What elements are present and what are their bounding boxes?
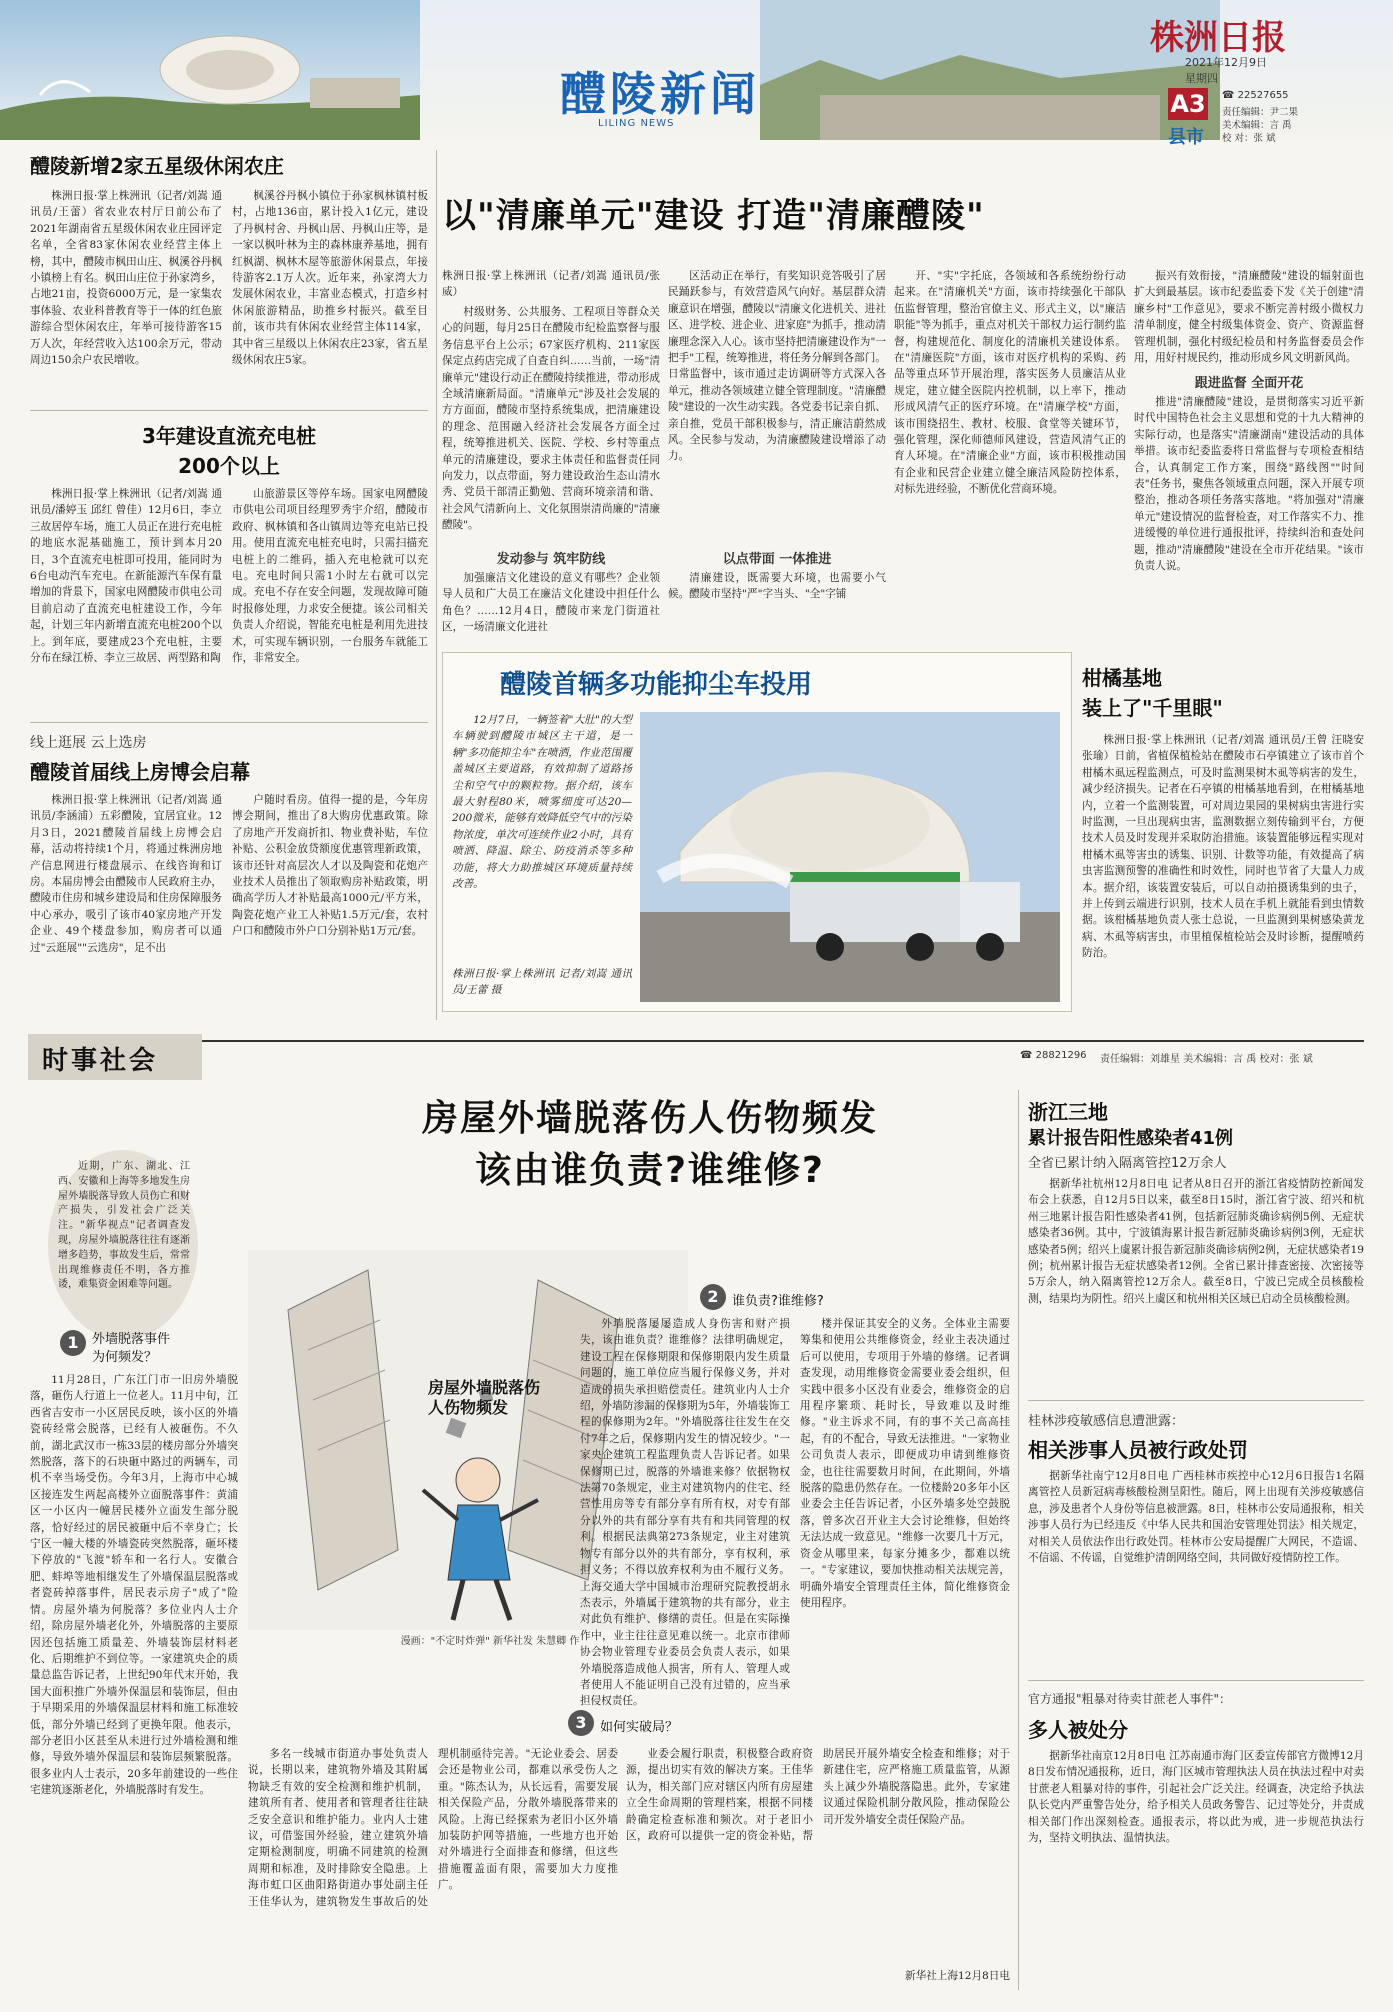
lead-headline: 以"清廉单元"建设 打造"清廉醴陵" [442,196,985,236]
page-code: A3 [1168,88,1208,120]
charging-column-2: 山旅游景区等停车场。国家电网醴陵市供电公司项目经理罗秀宇介绍，醴陵市政府、枫林镇和各山镇周边等充电站已投用。使用直流充电桩充电时，只需扫描充电桩上的二维码，插入充电枪就可以充电。充电时间只需1小时左右就可以完成。充电不存在安全问题，发现故障可随时报修处理，力求安全便捷。该公司相关负责人介绍说，智能充电桩是利用先进技术，可实现车辆识别，一台服务车就能工作，非常安全。 [232,488,428,665]
zhejiang-headline-line2: 累计报告阳性感染者41例 [1028,1128,1234,1149]
section-3-body-b: 业委会履行职责，积极整合政府资源，提出切实有效的解决方案。王佳华认为，相关部门应对辖区内所有房屋建立全生命周期的管理档案，根据不同楼龄确定检查标准和频次。对于老旧小区，政府可以提供一定的资金补贴，帮助居民开展外墙安全检查和维修；对于新建住宅，应严格施工质量监管，从源头上减少外墙脱落隐患。此外，专家建议通过保险机制分散风险，推动保险公司开发外墙安全责任保险产品。 [626,1748,1010,1843]
phone-icon: ☎ [1222,90,1238,101]
social-headline-line2: 该由谁负责?谁维修? [475,1150,825,1191]
section-1-heading-b: 为何频发？ [92,1350,158,1365]
elder-body: 据新华社南京12月8日电 江苏南通市海门区委宣传部官方微博12月8日发布情况通报称，近日，海门区城市管理执法人员在执法过程中对卖甘蔗老人粗暴对待的事件，引起社会广泛关注。经调查，决定给予执法队长党内严重警告处分，给予相关人员政务警告、记过等处分，并责成相关部门作出深刻检查。通报表示，将以此为戒，进一步规范执法行为，坚持文明执法、温情执法。 [1028,1750,1364,1845]
section-3-heading: 如何实破局？ [600,1720,679,1735]
section-2-body-b: 楼并保证其安全的义务。全体业主需要筹集和使用公共维修资金，经业主表决通过后可以使用，专项用于外墙的修缮。记者调查发现，动用维修资金需要业委会组织，但实践中很多小区没有业委会，维修资金的启用程序繁琐、耗时长，导致难以及时维修。"业主诉求不同，有的事不关己高高挂起，有的不配合，导致无法推进。"一家物业公司负责人表示，即便成功申请到维修资金，也往往需要数月时间，在此期间，外墙脱落的隐患仍然存在。一位楼龄20多年小区业委会主任告诉记者，小区外墙多处空鼓脱落，曾多次召开业主大会讨论维修，但始终无法达成一致意见。"维修一次要几十万元，资金从哪里来，每家分摊多少，都难以统一。"专家建议，要加快推动相关法规完善，明确外墙安全管理责任主体，简化维修资金使用程序。 [800,1318,1010,1609]
zhejiang-subtitle: 全省已累计纳入隔离管控12万余人 [1028,1156,1227,1171]
masthead-architecture-image [0,0,420,140]
issue-weekday: 星期四 [1185,72,1218,85]
lead-column-2: 区活动正在举行，有奖知识竞答吸引了居民踊跃参与，有效营造风气向好。基层群众清廉意识在增强，醴陵以"清廉文化进机关、进社区、进学校、进企业、进家庭"为抓手，推动清廉理念深入人心。该市坚持把清廉建设作为"一把手"工程，统筹推进，将任务分解到各部门。日常监督中，该市通过走访调研等方式深入各单元，推动各领域建立健全管理制度。"清廉醴陵"建设的一次生动实践。各党委书记亲自抓、亲自推，党员干部积极参与，清正廉洁蔚然成风。全民参与发动，为清廉醴陵建设增添了动力。 [668,270,886,463]
social-editors: 责任编辑：刘雄星 美术编辑：言 禹 校对：张 斌 [1100,1054,1313,1065]
editor-line: 责任编辑：尹二果 [1222,107,1299,118]
elder-headline: 多人被处分 [1028,1718,1128,1742]
guilin-headline: 相关涉事人员被行政处罚 [1028,1438,1248,1462]
zhejiang-body: 据新华社杭州12月8日电 记者从8日召开的浙江省疫情防控新闻发布会上获悉，自12月5日以来，截至8日15时，浙江省宁波、绍兴和杭州三地累计报告阳性感染者41例，包括新冠肺炎确诊病例5例、无症状感染者36例。其中，宁波镇海累计报告新冠肺炎确诊病例3例，无症状感染者5例；绍兴上虞累计报告新冠肺炎确诊病例2例，无症状感染者19例；杭州累计报告无症状感染者12例。全省已累计排查密接、次密接等5万余人，纳入隔离管控12万余人。截至8日，宁波已完成全员核酸检测，结果均为阴性。绍兴上虞区和杭州相关区域已启动全员核酸检测。 [1028,1178,1364,1305]
paper-name: 株洲日报 [1150,18,1286,58]
citrus-headline-line1: 柑橘基地 [1082,666,1162,690]
lead-column-1: 村级财务、公共服务、工程项目等群众关心的问题，每月25日在醴陵市纪检监察督与服务信息平台上公示；67家医疗机构、211家医保定点药店完成了自查自纠……当前，一场"清廉单元"建设行动正在醴陵持续推进，带动形成全域清廉新局面。"清廉单元"涉及社会发展的方方面面，醴陵市坚持系统集成，把清廉建设的理念、范围融入经济社会发展各方面全过程，统筹推进机关、医院、学校、乡村等重点单元的清廉建设，要求主体责任和监督责任同向发力，以点带面，努力建设政治生态山清水秀、党员干部清正勤勉、营商环境亲清和谐、社会风气清新向上、文化氛围崇清尚廉的"清廉醴陵"。 [442,306,660,532]
section-1-heading-a: 外墙脱落事件 [92,1332,171,1347]
charging-column-1: 株洲日报·掌上株洲讯（记者/刘嵩 通讯员/潘婷玉 邱红 曾佳）12月6日，李立三故居停车场，施工人员正在进行充电桩的地底水泥基础施工，预计到本月20日，3个直流充电桩即可投用，能同时为6台电动汽车充电。在新能源汽车保有量增加的背景下，国家电网醴陵市供电公司目前启动了直流充电桩建设工作，今年起，计划三年内新增直流充电桩200个以上。到年底，要建成23个充电桩，主要分布在绿江桥、李立三故居、两型路和陶 [30,488,222,665]
lead-byline: 株洲日报·掌上株洲讯（记者/刘嵩 通讯员/张威） [442,270,660,299]
cartoon-text: 房屋外墙脱落伤人伤物频发 [428,1378,541,1417]
section-name: 县市 [1168,127,1204,148]
zhejiang-headline-line1: 浙江三地 [1028,1100,1108,1124]
masthead-banner [0,0,1393,148]
lead-subhead-4: 跟进监督 全面开花 [1194,376,1304,391]
social-hotline [1020,1050,1087,1061]
editor-line: 校 对：张 斌 [1222,133,1276,144]
lead-column-3: 开、"实"字托底，各领域和各系统纷纷行动起来。在"清廉机关"方面，该市持续强化干部队伍监督管理，整治官僚主义、形式主义，以"廉洁职能"等为抓手，重点对机关干部权力运行制约监督，构建规范化、制度化的清廉机关建设体系。在"清廉医院"方面，该市对医疗机构的采购、药品等重点环节开展治理，落实医务人员廉洁从业规定，建立健全医院内控机制，以上率下，推动形成风清气正的医疗环境。在"清廉学校"方面，该市围绕招生、教材、校服、食堂等关键环节，强化管理，深化师德师风建设，营造风清气正的育人环境。在"清廉企业"方面，该市积极推动国有企业和民营企业建立健全廉洁风险防控体系，对标先进经验，不断优化营商环境。 [894,270,1126,496]
lead-column-2b: 清廉建设，既需要大环境，也需要小气候。醴陵市坚持"严"字当头、"全"字铺 [668,572,886,601]
guilin-kicker: 桂林涉疫敏感信息遭泄露： [1028,1414,1185,1429]
social-dateline: 新华社上海12月8日电 [905,1970,1010,1982]
phone-icon: ☎ [1020,1050,1036,1061]
housefair-column-1: 株洲日报·掌上株洲讯（记者/刘嵩 通讯员/李涵浦）五彩醴陵，宜居宜业。12月3日，2021醴陵首届线上房博会启幕，活动将持续1个月，将通过株洲房地产信息网进行楼盘展示、在线咨询和订房。本届房博会由醴陵市人民政府主办，醴陵市住房和城乡建设局和住房保障服务中心承办，吸引了该市40家房地产开发企业、49个楼盘参加，购房者可以通过"云逛展""云选房"，足不出 [30,794,222,954]
housefair-kicker: 线上逛展 云上选房 [30,735,147,751]
section-number-2: 2 [700,1284,726,1310]
hotline [1222,90,1289,101]
section-subtitle: LILING NEWS [598,118,675,129]
lead-column-1b: 加强廉洁文化建设的意义有哪些？企业领导人员和广大员工在廉洁文化建设中担任什么角色？……12月4日，醴陵市来龙门街道社区，一场清廉文化进社 [442,572,660,634]
citrus-body: 株洲日报·掌上株洲讯（记者/刘嵩 通讯员/王曾 汪晓安 张瑜）日前，省植保植检站在醴陵市石亭镇建立了该市首个柑橘木虱远程监测点，可及时监测果树木虱等病害的发生，减少经济损失。记者在石亭镇的柑橘基地看到，在柑橘基地内，立着一个监测装置，可对周边果园的果树病虫害进行实时监测，一旦出现病虫害，监测数据立刻传输到平台，方便技术人员及时发现并采取防治措施。该装置能够远程实现对柑橘木虱等害虫的诱集、识别、计数等功能，有效提高了病虫害监测预警的准确性和时效性，同时也节省了大量人力成本。据介绍，该装置安装后，可以自动拍摄诱集到的虫子，并上传到云端进行识别，技术人员在手机上就能看到虫情数据。该柑橘基地负责人张士总说，一旦监测到果树感染黄龙病、木虱等病害虫，市里植保植检站会及时诊断，提醒喷药防治。 [1082,734,1364,960]
social-section-title: 时事社会 [42,1046,159,1076]
charging-headline-line1: 3年建设直流充电桩 [142,424,316,448]
social-hotline-number: 28821296 [1035,1050,1087,1061]
farm-headline: 醴陵新增2家五星级休闲农庄 [30,154,284,178]
farm-column-1: 株洲日报·掌上株洲讯（记者/刘嵩 通讯员/王蕾）省农业农村厅日前公布了2021年湖南省五星级休闲农业庄园评定名单，全省83家休闲农业经营主体上榜，其中，醴陵市枫田山庄、枫溪谷丹枫小镇榜上有名。枫田山庄位于孙家湾乡，占地21亩，投资6000万元，是一家集农事体验、农业科普教育等于一体的红色旅游综合型休闲农庄，年举可接待游客15万人次，年经营收入达100余万元，带动周边150余户农民增收。 [30,190,222,367]
farm-column-2: 枫溪谷丹枫小镇位于孙家枫林镇村板村，占地136亩，累计投入1亿元，建设了丹枫村舍、丹枫山居、丹枫山庄等，是一家以枫叶林为主的森林康养基地，拥有红枫湖、枫林木屋等旅游休闲景点，年接待游客2.1万人次。近年来，孙家湾大力发展休闲农业，丰富业态模式，打造乡村休闲旅游精品，助推乡村振兴。截至目前，该市共有休闲农业经营主体114家，其中省三星级以上休闲农庄23家，省五星级休闲农庄5家。 [232,190,428,367]
citrus-headline-line2: 装上了"千里眼" [1082,696,1223,720]
social-headline-line1: 房屋外墙脱落伤人伤物频发 [421,1098,878,1139]
truck-photo [640,712,1060,1002]
charging-headline-line2: 200个以上 [178,454,280,478]
section-2-heading: 谁负责?谁维修? [732,1294,824,1309]
section-number-3: 3 [568,1710,594,1736]
truck-caption: 12月7日，一辆签着"大肚"的大型车辆驶到醴陵市城区主干道，是一辆"多功能抑尘车"在喷洒，作业范围覆盖城区主要道路，有效抑制了道路扬尘和空气中的颗粒物。据介绍，该车最大射程80米，喷雾细度可达20—200微米，能够有效降低空气中的污染物浓度，单次可连续作业2小时，具有喷洒、降温、除尘、防疫消杀等多种功能，将大力助推城区环境质量持续改善。 [452,714,632,891]
housefair-column-2: 户随时看房。值得一提的是，今年房博会期间，推出了8大购房优惠政策。除了房地产开发商折扣、物业费补贴，车位补贴、公积金放贷额度优惠管理新政策，该市还针对高层次人才以及陶瓷和花炮产业技术人员推出了领取购房补贴政策，明确高学历人才补贴最高1000元/平方米，陶瓷花炮产业工人补贴1.5万元/套，农村户口和醴陵市外户口分别补贴1万元/套。 [232,794,428,938]
issue-date: 2021年12月9日 [1185,56,1267,69]
truck-headline: 醴陵首辆多功能抑尘车投用 [500,670,813,700]
section-1-body: 11月28日，广东江门市一旧房外墙脱落，砸伤人行道上一位老人。11月中旬，江西省吉安市一小区居民反映，该小区的外墙瓷砖经常会脱落，已经有人被砸伤。不久前，湖北武汉市一栋33层的楼房部分外墙突然脱落，落下的石块砸中路过的两辆车，司机不幸当场受伤。今年3月，上海市中心城区接连发生两起高楼外立面脱落事件：黄浦区一小区内一幢居民楼外立面发生部分脱落，恰好经过的居民被砸中后不幸身亡；长宁区一幢大楼的外墙瓷砖突然脱落，砸坏楼下停放的"飞渡"轿车和一名行人。安徽合肥、蚌埠等地相继发生了外墙保温层脱落或者瓷砖掉落事件，居民表示房子"成了"险情。房屋外墙为何脱落？多位业内人士介绍，除房屋外墙老化外，外墙脱落的主要原因还包括施工质量差、外墙装饰层材料老化、后期维护不到位等。一家建筑央企的质量总监告诉记者，上世纪90年代末开始，我国大面积推广外墙外保温层和装饰层，但由于早期采用的外墙保温层材料和施工标准较低，部分外墙已经到了更换年限。他表示，部分老旧小区甚至从未进行过外墙检测和维修，导致外墙外保温层和装饰层频繁脱落。很多业内人士表示，20多年前建设的一些住宅建筑逐渐老化，外墙脱落时有发生。 [30,1374,238,1797]
section-3-body-a: 多名一线城市街道办事处负责人说，长期以来，建筑物外墙及其附属物缺乏有效的安全检测和维护机制，建筑所有者、使用者和管理者往往缺乏安全意识和维护能力。业内人士建议，可借鉴国外经验，建立建筑外墙定期检测制度，明确不同建筑的检测周期和标准，及时排除安全隐患。上海市虹口区曲阳路街道办事处副主任王佳华认为，建筑物发生事故后的处理机制亟待完善。"无论业委会、居委会还是物业公司，都难以承受伤人之重。"陈杰认为，从长远看，需要发展相关保险产品，分散外墙脱落带来的风险。上海已经探索为老旧小区外墙加装防护网等措施，一些地方也开始对外墙进行全面排查和修缮，但这些措施覆盖面有限，需要加大力度推广。 [248,1748,618,1908]
editor-line: 美术编辑：言 禹 [1222,120,1292,131]
guilin-body: 据新华社南宁12月8日电 广西桂林市疾控中心12月6日报告1名隔离管控人员新冠病毒核酸检测呈阳性。随后，网上出现有关涉疫敏感信息，涉及患者个人身份等信息被泄露。8日，桂林市公安局通报称，相关涉事人员行为已经违反《中华人民共和国治安管理处罚法》相关规定，对相关人员依法作出行政处罚。桂林市公安局提醒广大网民，不造谣、不信谣、不传谣，自觉维护清朗网络空间，共同做好疫情防控工作。 [1028,1470,1364,1565]
truck-photo-credit: 株洲日报·掌上株洲讯 记者/刘嵩 通讯员/王蕾 摄 [452,968,632,997]
lead-subhead-2: 以点带面 一体推进 [722,552,832,567]
cartoon-caption: 漫画："不定时炸弹" 新华社发 朱慧卿 作 [400,1636,580,1647]
section-number-1: 1 [60,1330,86,1356]
hotline-number: 22527655 [1237,90,1289,101]
housefair-headline: 醴陵首届线上房博会启幕 [30,760,250,784]
lead-column-4: 振兴有效衔接，"清廉醴陵"建设的辐射面也扩大到最基层。该市纪委监委下发《关于创建"清廉乡村"工作意见》，要求不断完善村级小微权力清单制度，健全村级集体资金、资产、资源监督管理机制，强化村级纪检员和村务监督委员会作用，用好村规民约，推动形成乡风文明新风尚。 [1134,270,1364,365]
elder-kicker: 官方通报"粗暴对待卖甘蔗老人事件"： [1028,1692,1232,1706]
lead-column-4b: 推进"清廉醴陵"建设，是贯彻落实习近平新时代中国特色社会主义思想和党的十九大精神的实际行动，也是落实"清廉湖南"建设活动的具体举措。该市纪委监委将日常监督与专项检查相结合，认真制定工作方案，围绕"路线图""时间表"任务书，聚焦各领域重点问题，深入开展专项整治，推动各项任务落实落地。"将加强对"清廉单元"建设情况的监督检查，对工作落实不力、推进缓慢的单位进行通报批评，持续纠治和查处问题，推动"清廉醴陵"建设在全市开花结果。"该市负责人说。 [1134,396,1364,573]
section-2-body-a: 外墙脱落屡屡造成人身伤害和财产损失，该由谁负责？谁维修？法律明确规定，建设工程在保修期限和保修期限内发生质量问题的，施工单位应当履行保修义务，并对造成的损失承担赔偿责任。建筑业内人士介绍，外墙防渗漏的保修期为5年，外墙装饰工程的保修期为2年。"外墙脱落往往发生在交付7年之后，保修期内发生的情况较少。"一家央企建筑工程监理负责人告诉记者。如果保修期已过，脱落的外墙谁来修？依据物权法第70条规定，业主对建筑物内的住宅、经营性用房等专有部分享有所有权，对专有部分以外的共有部分享有共有和共同管理的权利。根据民法典第273条规定，业主对建筑物专有部分以外的共有部分，享有权利，承担义务；不得以放弃权利为由不履行义务。上海交通大学中国城市治理研究院教授胡永杰表示，外墙属于建筑物的共有部分，业主对此负有维护、修缮的责任。但是在实际操作中，业主往往意见难以统一。北京市律师协会物业管理专业委员会负责人表示，如果外墙脱落造成他人损害，所有人、管理人或者使用人不能证明自己没有过错的，应当承担侵权责任。 [580,1318,790,1708]
section-title: 醴陵新闻 [560,67,760,121]
editor-list [1222,106,1298,145]
social-intro: 近期，广东、湖北、江西、安徽和上海等多地发生房屋外墙脱落导致人员伤亡和财产损失，引发社会广泛关注。"新华视点"记者调查发现，房屋外墙脱落往往有逐渐增多趋势，事故发生后，常常出现维修责任不明，各方推诿，难集资金困难等问题。 [58,1161,190,1291]
lead-subhead-1: 发动参与 筑牢防线 [496,552,606,567]
